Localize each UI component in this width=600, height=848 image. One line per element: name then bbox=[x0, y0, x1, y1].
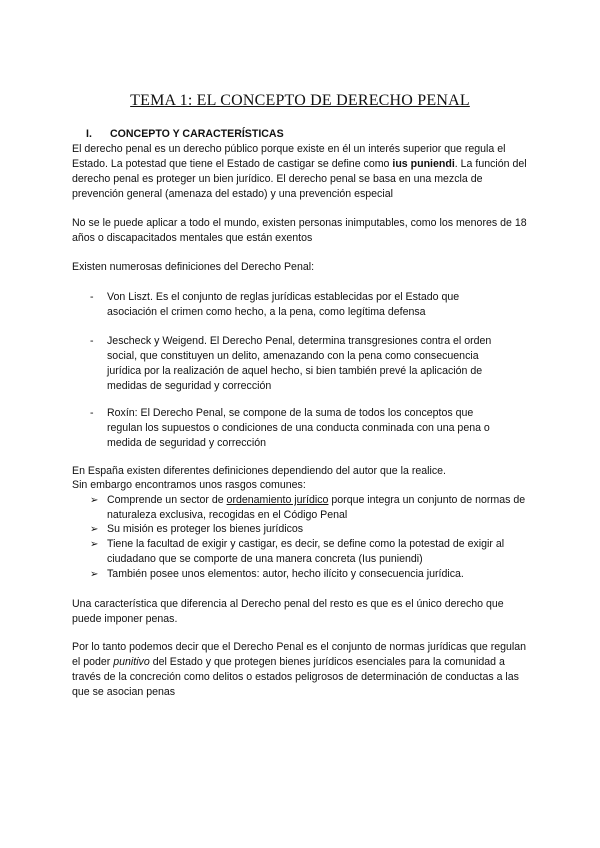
section-title: CONCEPTO Y CARACTERÍSTICAS bbox=[110, 128, 284, 140]
definition-text: Von Liszt. Es el conjunto de reglas jurídicas establecidas por el Estado que asociación el crimen como hecho, a la pena, como legítima defensa bbox=[107, 291, 460, 318]
section-heading bbox=[86, 128, 284, 140]
dash-marker: - bbox=[90, 291, 94, 303]
conclusion-italic-term: punitivo bbox=[113, 656, 150, 668]
intro-text-b: . La función del derecho penal es proteger un bien jurídico. El derecho penal se basa en una mezcla de prevención general (amenaza del estado) y una prevención especial bbox=[72, 158, 527, 200]
trait-text-b: porque integra un conjunto de normas de naturaleza exclusiva, recogidas en el Código Penal bbox=[107, 494, 526, 521]
intro-paragraph bbox=[72, 142, 532, 202]
intro-text-a: El derecho penal es un derecho público porque existe en él un interés superior que regula el Estado. La potestad que tiene el Estado de castigar se define como bbox=[72, 143, 506, 170]
conclusion-text-a: Por lo tanto podemos decir que el Derecho Penal es el conjunto de normas jurídicas que regulan el poder bbox=[72, 641, 527, 668]
dash-marker: - bbox=[90, 335, 94, 347]
arrow-bullet-icon: ➢ bbox=[90, 539, 99, 550]
trait-underlined-term: ordenamiento jurídico bbox=[226, 494, 329, 506]
trait-text: También posee unos elementos: autor, hecho ilícito y consecuencia jurídica. bbox=[107, 568, 464, 580]
definition-text: Roxín: El Derecho Penal, se compone de la suma de todos los conceptos que regulan los supuestos o condiciones de una conducta conminada con una pena o medida de seguridad y corrección bbox=[107, 407, 490, 449]
rasgos-paragraph: Sin embargo encontramos unos rasgos comunes: bbox=[72, 479, 306, 491]
trait-text bbox=[107, 493, 532, 523]
trait-text-a: Comprende un sector de bbox=[107, 494, 227, 506]
arrow-bullet-icon: ➢ bbox=[90, 569, 99, 580]
conclusion-paragraph bbox=[72, 640, 532, 700]
arrow-bullet-icon: ➢ bbox=[90, 495, 99, 506]
intro-bold-term: ius puniendi bbox=[392, 158, 455, 170]
page-title: TEMA 1: EL CONCEPTO DE DERECHO PENAL bbox=[130, 92, 470, 109]
inimputables-paragraph: No se le puede aplicar a todo el mundo, existen personas inimputables, como los menores de 18 años o discapacitados mentales que están exentos bbox=[72, 217, 527, 244]
trait-text: Tiene la facultad de exigir y castigar, es decir, se define como la potestad de exigir al ciudadano que se comporte de una manera concreta (Ius puniendi) bbox=[107, 538, 505, 565]
caracteristica-paragraph: Una característica que diferencia al Derecho penal del resto es que es el único derecho que puede imponer penas. bbox=[72, 598, 504, 625]
section-number: I. bbox=[86, 128, 92, 140]
definitions-intro: Existen numerosas definiciones del Derecho Penal: bbox=[72, 261, 315, 273]
conclusion-text-b: del Estado y que protegen bienes jurídicos esenciales para la comunidad a través de la concreción como delitos o estados peligrosos de determinación de conductas a las que se asocian penas bbox=[72, 656, 519, 698]
dash-marker: - bbox=[90, 407, 94, 419]
espana-paragraph: En España existen diferentes definiciones dependiendo del autor que la realice. bbox=[72, 465, 446, 477]
arrow-bullet-icon: ➢ bbox=[90, 524, 99, 535]
definition-text: Jescheck y Weigend. El Derecho Penal, determina transgresiones contra el orden social, que constituyen un delito, amenazando con la pena como consecuencia jurídica por la realización de aquel hecho, si bien también prevé la aplicación de medidas de seguridad y corrección bbox=[107, 335, 492, 392]
trait-text: Su misión es proteger los bienes jurídicos bbox=[107, 523, 304, 535]
